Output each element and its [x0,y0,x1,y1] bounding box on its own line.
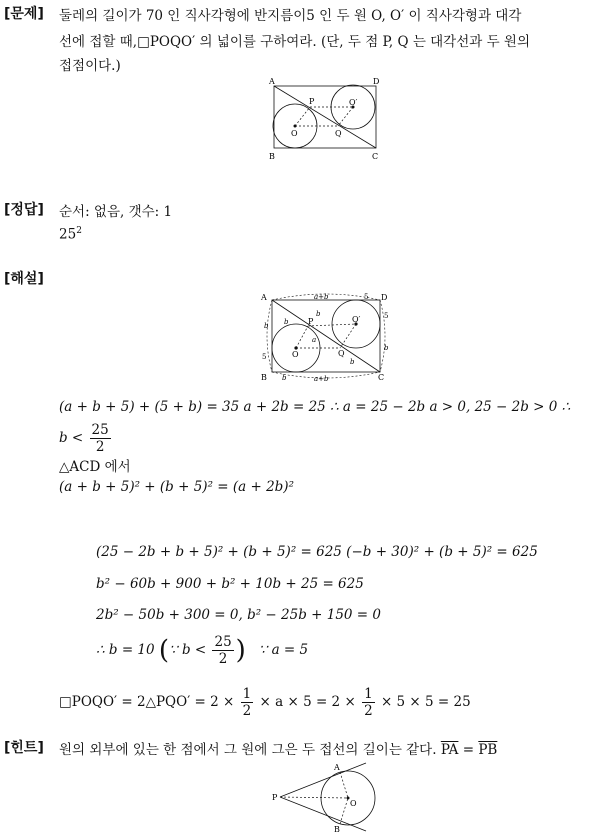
problem-line-2: 선에 접할 때,□POQO′ 의 넓이를 구하여라. (단, 두 점 P, Q 는 대각선과 두 원의 [59,34,531,50]
svg-text:Q: Q [338,349,345,358]
explanation-tag: [해설] [4,271,44,287]
label-D: D [373,77,380,86]
svg-text:O′: O′ [352,315,361,324]
answer-line: 순서: 없음, 갯수: 1 [59,204,173,220]
svg-text:a+b: a+b [314,293,329,301]
svg-text:D: D [381,293,388,302]
svg-text:A: A [261,293,267,302]
label-Q: Q [335,129,342,138]
hint-label-O: O [350,799,357,808]
problem-figure [266,74,386,164]
svg-text:b: b [350,358,355,366]
hint-figure [270,760,382,832]
hint-text: 원의 외부에 있는 한 점에서 그 원에 그은 두 접선의 길이는 같다. $\overline{PA} = \overline{PB}$ [59,742,498,758]
eq-solution: ∴ b = 10 (∵ b < $\frac{25}{2}$ ) ∵ a = 5 [96,634,309,667]
svg-text:b: b [282,374,287,382]
problem-tag: [문제] [4,6,44,22]
svg-text:b: b [316,310,321,318]
label-O-prime: O′ [349,98,358,107]
svg-text:C: C [378,373,385,382]
eq-expand: b² − 60b + 900 + b² + 10b + 25 = 625 [96,576,364,592]
hint-label-P: P [272,793,278,802]
eq-pythagoras: (a + b + 5)² + (b + 5)² = (a + 2b)² [59,479,294,495]
answer-value: $25^2$ [59,226,82,243]
eq-sum: (a + b + 5) + (5 + b) = 35 a + 2b = 25 ∴ a = 25 − 2b a > 0, 25 − 2b > 0 ∴ [59,399,571,415]
svg-text:b: b [284,318,289,326]
eq-b-bound: b < $\frac{25}{2}$ [59,422,109,455]
label-C: C [372,152,379,161]
eq-substitute: (25 − 2b + b + 5)² + (b + 5)² = 625 (−b + 30)² + (b + 5)² = 625 [96,544,538,560]
svg-text:b: b [384,344,389,352]
svg-text:5: 5 [262,353,267,361]
hint-tag: [힌트] [4,740,44,756]
hint-label-B: B [334,825,340,832]
svg-text:b: b [264,322,269,330]
svg-text:B: B [261,373,267,382]
label-O: O [291,129,298,138]
svg-text:a+b: a+b [314,375,329,383]
svg-text:O: O [292,350,299,359]
eq-quadratic: 2b² − 50b + 300 = 0, b² − 25b + 150 = 0 [96,607,381,623]
eq-area: □POQO′ = 2△PQO′ = 2 × $\frac{1}{2}$ × a × 5 = 2 × $\frac{1}{2}$ × 5 × 5 = 25 [59,686,471,719]
svg-text:P: P [308,317,314,326]
explanation-figure [258,292,394,384]
triangle-acd: △ACD 에서 [59,459,131,475]
answer-tag: [정답] [4,202,44,218]
problem-line-3: 접점이다.) [59,58,121,74]
label-P: P [309,97,315,106]
label-B: B [269,152,275,161]
hint-label-A: A [334,763,340,772]
problem-line-1: 둘레의 길이가 70 인 직사각형에 반지름이5 인 두 원 O, O′ 이 직사각형과 대각 [59,8,522,24]
svg-text:5: 5 [364,293,369,301]
svg-text:a: a [312,336,317,344]
svg-text:5: 5 [384,312,389,320]
label-A: A [269,77,275,86]
